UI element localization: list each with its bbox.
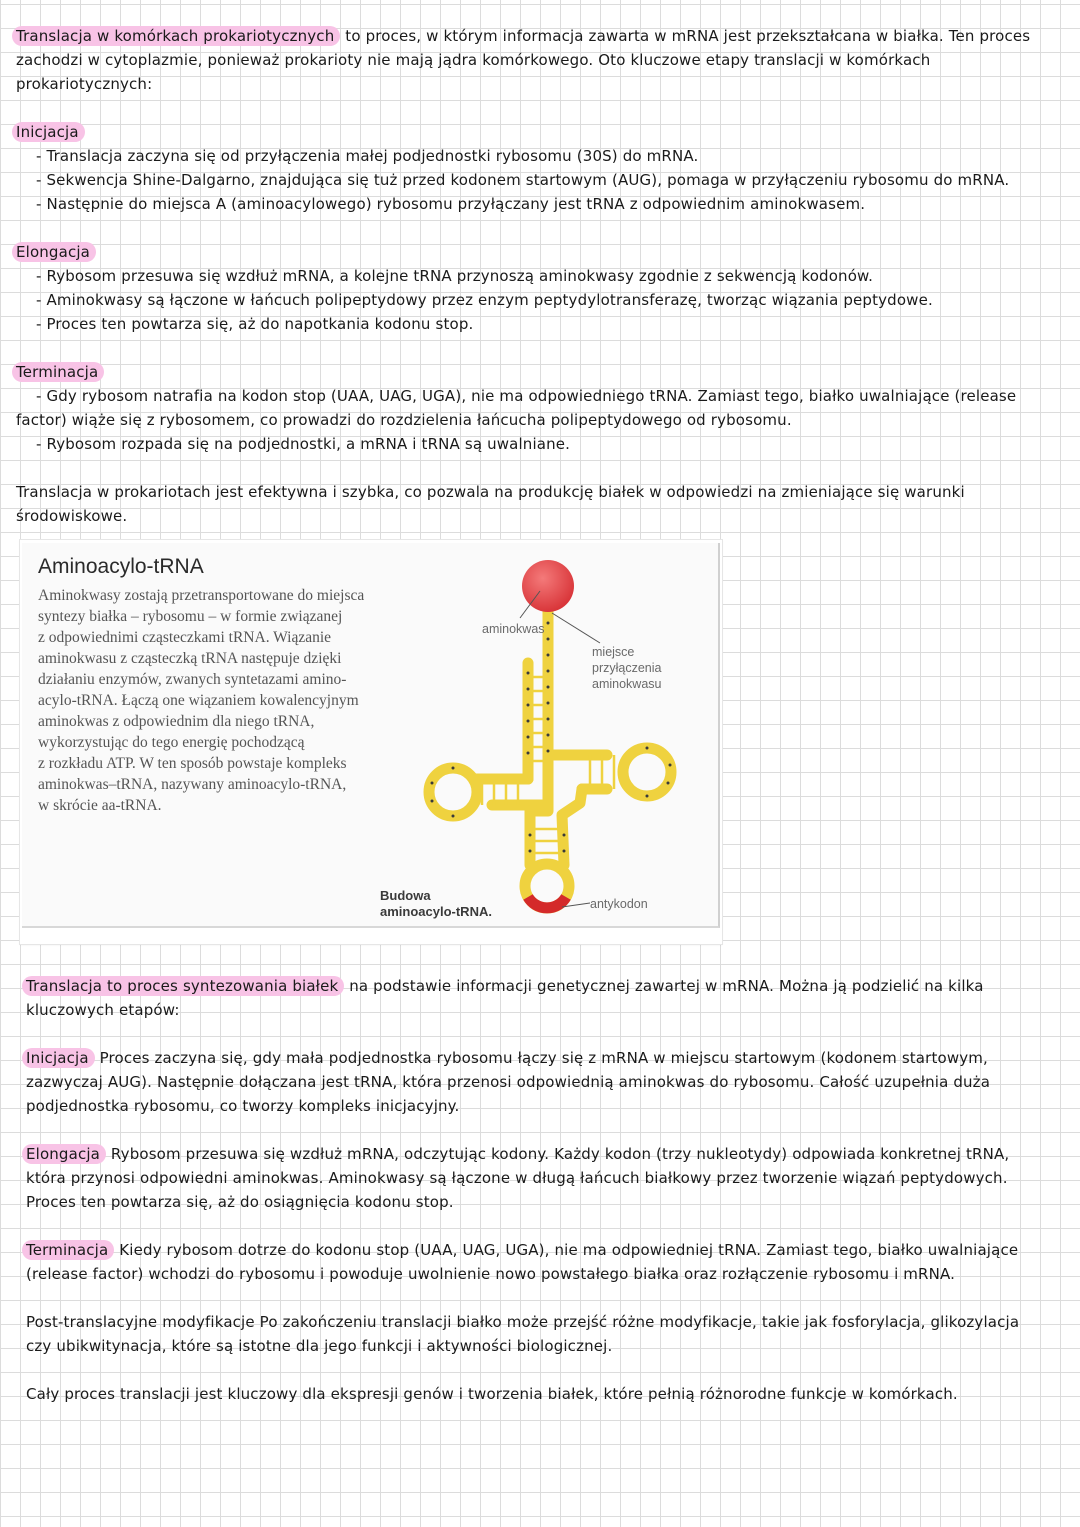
figure-text-line: acylo-tRNA. Łączą one wiązaniem kowalencyjnym [38,692,359,709]
anticodon-segment [528,897,566,908]
label-attach-site-3: aminokwasu [592,677,662,691]
figure-text-line: w skrócie aa-tRNA. [38,797,162,814]
section2-elongacja-line-3: Proces ten powtarza się, aż do osiągnięcia kodonu stop. [26,1193,454,1211]
section2-intro-line-1 [26,974,984,998]
heading-elongacja-label: Elongacja [12,242,96,262]
post-translation-line-2: czy ubikwitynacja, które są istotne dla jego funkcji i aktywności biologicznej. [26,1337,613,1355]
intro-line-2: zachodzi w cytoplazmie, ponieważ prokarioty nie mają jądra komórkowego. Oto kluczowe etapy translacji w komórkach [16,51,931,69]
section2-terminacja-line-2: (release factor) wchodzi do rybosomu i powoduje uwolnienie nowo powstałego białka oraz rozłączenie rybosomu i mRNA. [26,1265,956,1283]
aminoacyl-trna-figure [20,540,722,944]
label-attach-site-2: przyłączenia [592,661,662,675]
highlight-section2-topic: Translacja to proces syntezowania białek [22,976,344,996]
section2-inicjacja-line-1 [26,1046,988,1070]
terminacja-line-1: - Gdy rybosom natrafia na kodon stop (UAA, UAG, UGA), nie ma odpowiedniego tRNA. Zamiast tego, białko uwalniające (release [36,387,1017,405]
summary-line-2: środowiskowe. [16,507,128,525]
label-amino-acid: aminokwas [482,622,545,636]
conclusion-line: Cały proces translacji jest kluczowy dla ekspresji genów i tworzenia białek, które pełnią różnorodne funkcje w komórkach. [26,1385,958,1403]
inicjacja-item: - Następnie do miejsca A (aminoacylowego) rybosomu przyłączany jest tRNA z odpowiednim aminokwasem. [36,195,866,213]
section2-terminacja-line-1 [26,1238,1018,1262]
terminacja-line-3: - Rybosom rozpada się na podjednostki, a mRNA i tRNA są uwalniane. [36,435,571,453]
figure-text-line: działaniu enzymów, zwanych syntetazami amino- [38,671,347,688]
figure-text-line: aminokwas–tRNA, nazywany aminoacylo-tRNA, [38,776,347,793]
figure-text-line: wykorzystując do tego energię pochodzącą [38,734,305,751]
section2-inicjacja-text: Proces zaczyna się, gdy mała podjednostka rybosomu łączy się z mRNA w miejscu startowym (kodonem startowym, [94,1049,988,1067]
figure-text-line: z rozkładu ATP. W ten sposób powstaje kompleks [38,755,347,772]
section2-inicjacja-line-3: podjednostka rybosomu, co tworzy kompleks inicjacyjny. [26,1097,460,1115]
figure-text-line: aminokwas z odpowiednim dla niego tRNA, [38,713,315,730]
label-attach-site-1: miejsce [592,645,635,659]
elongacja-item: - Rybosom przesuwa się wzdłuż mRNA, a kolejne tRNA przynoszą aminokwasy zgodnie z sekwencją kodonów. [36,267,874,285]
intro-text: to proces, w którym informacja zawarta w mRNA jest przekształcana w białka. Ten proces [340,27,1031,45]
summary-line-1: Translacja w prokariotach jest efektywna i szybka, co pozwala na produkcję białek w odpowiedzi na zmieniające się warunki [16,483,965,501]
section2-heading-terminacja: Terminacja [22,1240,114,1260]
elongacja-item: - Proces ten powtarza się, aż do napotkania kodonu stop. [36,315,474,333]
highlight-intro-topic: Translacja w komórkach prokariotycznych [12,26,340,46]
figure-text-line: Aminokwasy zostają przetransportowane do miejsca [38,587,365,604]
heading-inicjacja-label: Inicjacja [12,122,85,142]
figure-text-line: z odpowiednimi cząsteczkami tRNA. Wiązanie [38,629,332,646]
section2-intro-text: na podstawie informacji genetycznej zawartej w mRNA. Można ją podzielić na kilka [344,977,984,995]
section2-terminacja-text: Kiedy rybosom dotrze do kodonu stop (UAA, UAG, UGA), nie ma odpowiedniej tRNA. Zamiast tego, białko uwalniające [114,1241,1019,1259]
trna-cloverleaf-diagram [22,543,722,928]
figure-title: Aminoacylo-tRNA [38,555,204,578]
figure-text-line: aminokwasu z cząsteczką tRNA następuje dzięki [38,650,342,667]
inicjacja-item: - Sekwencja Shine-Dalgarno, znajdująca się tuż przed kodonem startowym (AUG), pomaga w przyłączeniu rybosomu do mRNA. [36,171,1010,189]
terminacja-line-2: factor) wiąże się z rybosomem, co prowadzi do rozdzielenia łańcucha polipeptydowego od rybosomu. [16,411,792,429]
section2-elongacja-text: Rybosom przesuwa się wzdłuż mRNA, odczytując kodony. Każdy kodon (trzy nukleotydy) odpowiada konkretnej tRNA, [106,1145,1010,1163]
heading-terminacja-label: Terminacja [12,362,104,382]
heading-terminacja [16,360,104,384]
heading-elongacja [16,240,96,264]
post-translation-line-1: Post-translacyjne modyfikacje Po zakończeniu translacji białko może przejść różne modyfikacje, takie jak fosforylacja, glikozylacja [26,1313,1020,1331]
section2-inicjacja-line-2: zazwyczaj AUG). Następnie dołączana jest tRNA, która przenosi odpowiednią aminokwas do rybosomu. Całość uzupełnia duża [26,1073,991,1091]
caption-line-2: aminoacylo-tRNA. [380,904,492,919]
elongacja-item: - Aminokwasy są łączone w łańcuch polipeptydowy przez enzym peptydylotransferazę, tworząc wiązania peptydowe. [36,291,933,309]
figure-caption [380,888,492,920]
caption-line-1: Budowa [380,888,431,903]
inicjacja-item: - Translacja zaczyna się od przyłączenia małej podjednostki rybosomu (30S) do mRNA. [36,147,699,165]
intro-line-1 [16,24,1030,48]
section2-heading-elongacja: Elongacja [22,1144,106,1164]
section2-intro-line-2: kluczowych etapów: [26,1001,180,1019]
heading-inicjacja [16,120,85,144]
intro-line-3: prokariotycznych: [16,75,153,93]
figure-background [22,543,720,928]
section2-heading-inicjacja: Inicjacja [22,1048,95,1068]
section2-elongacja-line-1 [26,1142,1009,1166]
figure-text-line: syntezy białka – rybosomu – w formie związanej [38,608,343,625]
label-anticodon: antykodon [590,897,648,911]
section2-elongacja-line-2: która przynosi odpowiedni aminokwas. Aminokwasy są łączone w długą łańcuch białkowy przez tworzenie wiązań peptydowych. [26,1169,1008,1187]
